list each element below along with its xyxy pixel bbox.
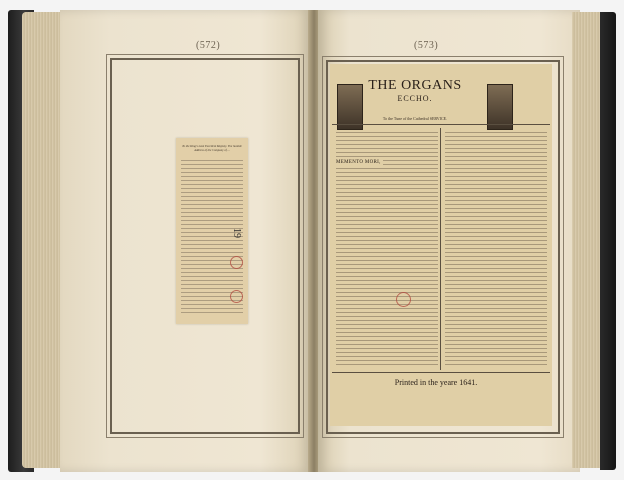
verse-column-right [445,132,547,366]
library-stamp [230,256,243,269]
top-rule [332,124,550,125]
bottom-rule [332,372,550,373]
slip-title: To the King's most Excellent Majesty. The humble Address of the Company of ... [182,144,242,152]
column-divider [440,128,441,370]
right-book-cover [600,12,616,470]
broadside-subtitle: ECCHO. [397,94,433,103]
right-page-number: (573) [414,40,439,51]
tune-line: To the Tune of the Cathedral SERVICE. [382,116,448,121]
verse-first-line: MEMENTO MORI, [336,160,381,165]
library-stamp [230,290,243,303]
verse-column-left [336,132,438,366]
imprint-footer: Printed in the yeare 1641. [394,378,478,387]
handwritten-shelfmark: 19 [231,228,242,238]
left-page-number: (572) [196,40,221,51]
library-stamp [396,292,411,307]
broadside-title: THE ORGANS [368,78,462,93]
